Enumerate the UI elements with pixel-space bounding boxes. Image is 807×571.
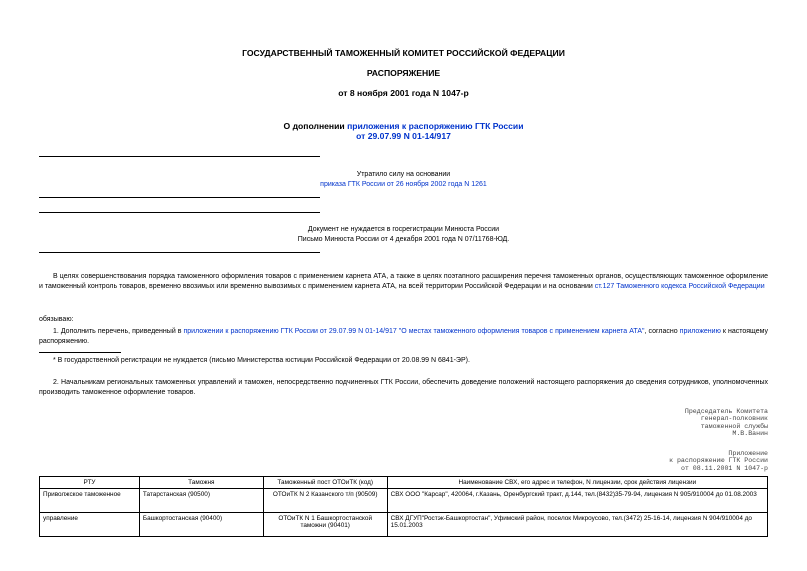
appendix-line: к распоряжению ГТК России (669, 457, 768, 465)
footnote-separator (39, 352, 121, 353)
table-cell: ОТОиТК N 2 Казанского т/п (90509) (263, 489, 387, 513)
appendix-link[interactable]: приложению (679, 328, 721, 335)
title-link[interactable]: приложения к распоряжению ГТК России (347, 121, 524, 131)
lost-force-note: Утратило силу на основании (356, 171, 451, 178)
document-title (0, 121, 807, 141)
document-date: от 8 ноября 2001 года N 1047-р (338, 88, 469, 98)
signature-line: М.В.Ванин (732, 430, 768, 438)
table-cell: управление (40, 513, 140, 537)
appendix-line: от 08.11.2001 N 1047-р (680, 464, 768, 472)
item-1-mid: , согласно (644, 328, 680, 335)
table-header-row (40, 477, 768, 489)
signature-line: генерал-полковник (700, 415, 768, 423)
table-cell: СВХ ДГУП"Ростэк-Башкортостан", Уфимский район, поселок Микроусово, тел.(3472) 25-16-14, лицензия N 904/910004 до 15.01.2003 (387, 513, 767, 537)
table-cell: Приволжское таможенное (40, 489, 140, 513)
table-cell: СВХ ООО "Карсар", 420064, г.Казань, Оренбургский тракт, д.144, тел.(8432)35-79-94, лицензия N 905/910004 до 01.08.2003 (387, 489, 767, 513)
appendix-line: Приложение (728, 450, 768, 457)
column-header: РТУ (40, 477, 140, 489)
title-link-line2[interactable]: от 29.07.99 N 01-14/917 (356, 131, 451, 141)
customs-code-link[interactable]: ст.127 Таможенного кодекса Российской Федерации (594, 283, 765, 290)
document-type: РАСПОРЯЖЕНИЕ (366, 68, 441, 78)
table-cell: ОТОиТК N 1 Башкортостанской таможни (90401) (263, 513, 387, 537)
item-1-link[interactable]: приложении к распоряжению ГТК России от 29.07.99 N 01-14/917 "О местах таможенного оформления товаров с применением карнета АТА" (183, 328, 645, 335)
registration-letter: Письмо Минюста России от 4 декабря 2001 года N 07/11768-ЮД. (297, 236, 510, 243)
separator-line (39, 212, 320, 213)
table-cell: Татарстанская (90500) (139, 489, 263, 513)
separator-line (39, 252, 320, 253)
organization-title: ГОСУДАРСТВЕННЫЙ ТАМОЖЕННЫЙ КОМИТЕТ РОССИЙСКОЙ ФЕДЕРАЦИИ (242, 48, 565, 58)
item-1-end: к настоящему распоряжению. (39, 328, 768, 345)
registration-note: Документ не нуждается в госрегистрации Минюста России (307, 226, 500, 233)
signature-block (568, 408, 768, 438)
footnote: * В государственной регистрации не нуждается (письмо Министерства юстиции Российской Федерации от 20.08.99 N 6841-ЭР). (53, 357, 470, 364)
item-1-start: 1. Дополнить перечень, приведенный в (53, 328, 184, 335)
separator-line (39, 156, 320, 157)
appendix-block (568, 450, 768, 472)
table-row (40, 513, 768, 537)
intro-paragraph (39, 272, 768, 292)
signature-line: таможенной службы (700, 422, 768, 430)
column-header: Таможенный пост ОТОиТК (код) (263, 477, 387, 489)
column-header: Таможня (139, 477, 263, 489)
warehouse-table (39, 476, 768, 537)
signature-line: Председатель Комитета (684, 408, 768, 415)
lost-force-link[interactable]: приказа ГТК России от 26 ноября 2002 года N 1261 (320, 181, 487, 188)
separator-line (39, 197, 320, 198)
column-header: Наименование СВХ, его адрес и телефон, N лицензии, срок действия лицензии (387, 477, 767, 489)
title-prefix: О дополнении (283, 121, 348, 131)
table-cell: Башкортостанская (90400) (139, 513, 263, 537)
lost-force-link-wrap (0, 181, 807, 188)
obliges-text: обязываю: (39, 316, 74, 323)
item-2: 2. Начальникам региональных таможенных управлений и таможен, непосредственно подчиненных ГТК России, обеспечить доведение положений настоящего распоряжения до сведения сотрудников, уполномоченных производить таможенное оформление товаров. (39, 379, 768, 396)
item-1 (39, 327, 768, 347)
intro-text: В целях совершенствования порядка таможенного оформления товаров с применением карнета АТА, а также в целях поэтапного расширения перечня таможенных органов, осуществляющих таможенное оформление и таможенный контроль товаров, временно ввозимых или временно вывозимых с применением карнета АТА, на всей территории Российской Федерации и на основании (39, 273, 768, 290)
table-row (40, 489, 768, 513)
